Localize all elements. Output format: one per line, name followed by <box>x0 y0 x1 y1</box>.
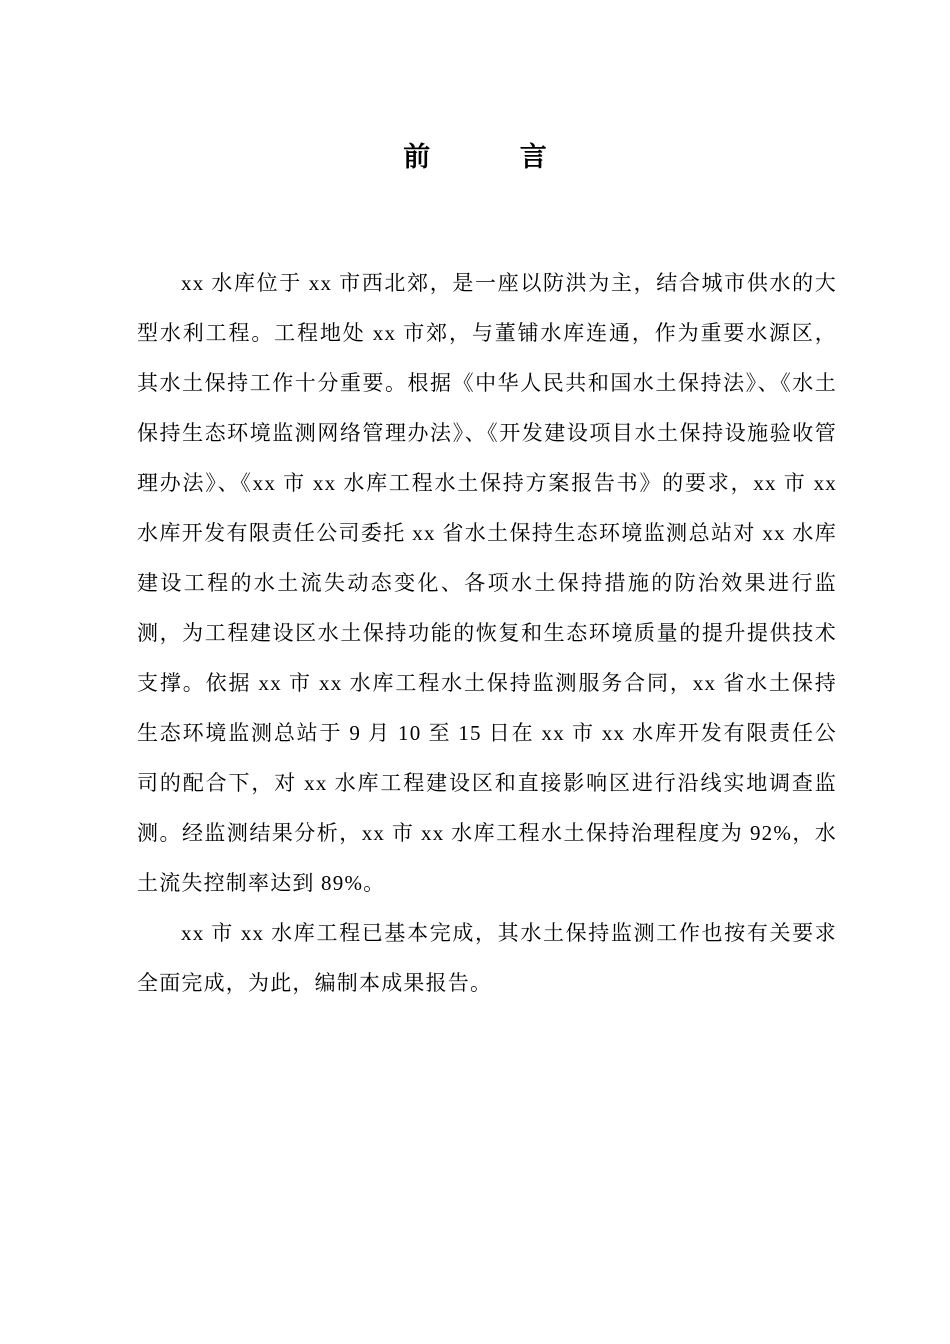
paragraph-1: xx 水库位于 xx 市西北郊，是一座以防洪为主，结合城市供水的大型水利工程。工程地处 xx 市郊，与董铺水库连通，作为重要水源区，其水土保持工作十分重要。根据《中华人民共和国水土保持法》、《水土保持生态环境监测网络管理办法》、《开发建设项目水土保持设施验收管理办法》、《xx 市 xx 水库工程水土保持方案报告书》的要求，xx 市 xx 水库开发有限责任公司委托 xx 省水土保持生态环境监测总站对 xx 水库建设工程的水土流失动态变化、各项水土保持措施的防治效果进行监测，为工程建设区水土保持功能的恢复和生态环境质量的提升提供技术支撑。依据 xx 市 xx 水库工程水土保持监测服务合同，xx 省水土保持生态环境监测总站于 9 月 10 至 15 日在 xx 市 xx 水库开发有限责任公司的配合下，对 xx 水库工程建设区和直接影响区进行沿线实地调查监测。经监测结果分析，xx 市 xx 水库工程水土保持治理程度为 92%，水土流失控制率达到 89%。 <box>137 271 838 895</box>
body-text <box>137 258 837 1008</box>
page-title: 前 言 <box>403 142 587 173</box>
paragraph-2: xx 市 xx 水库工程已基本完成，其水土保持监测工作也按有关要求全面完成，为此，编制本成果报告。 <box>137 921 837 995</box>
